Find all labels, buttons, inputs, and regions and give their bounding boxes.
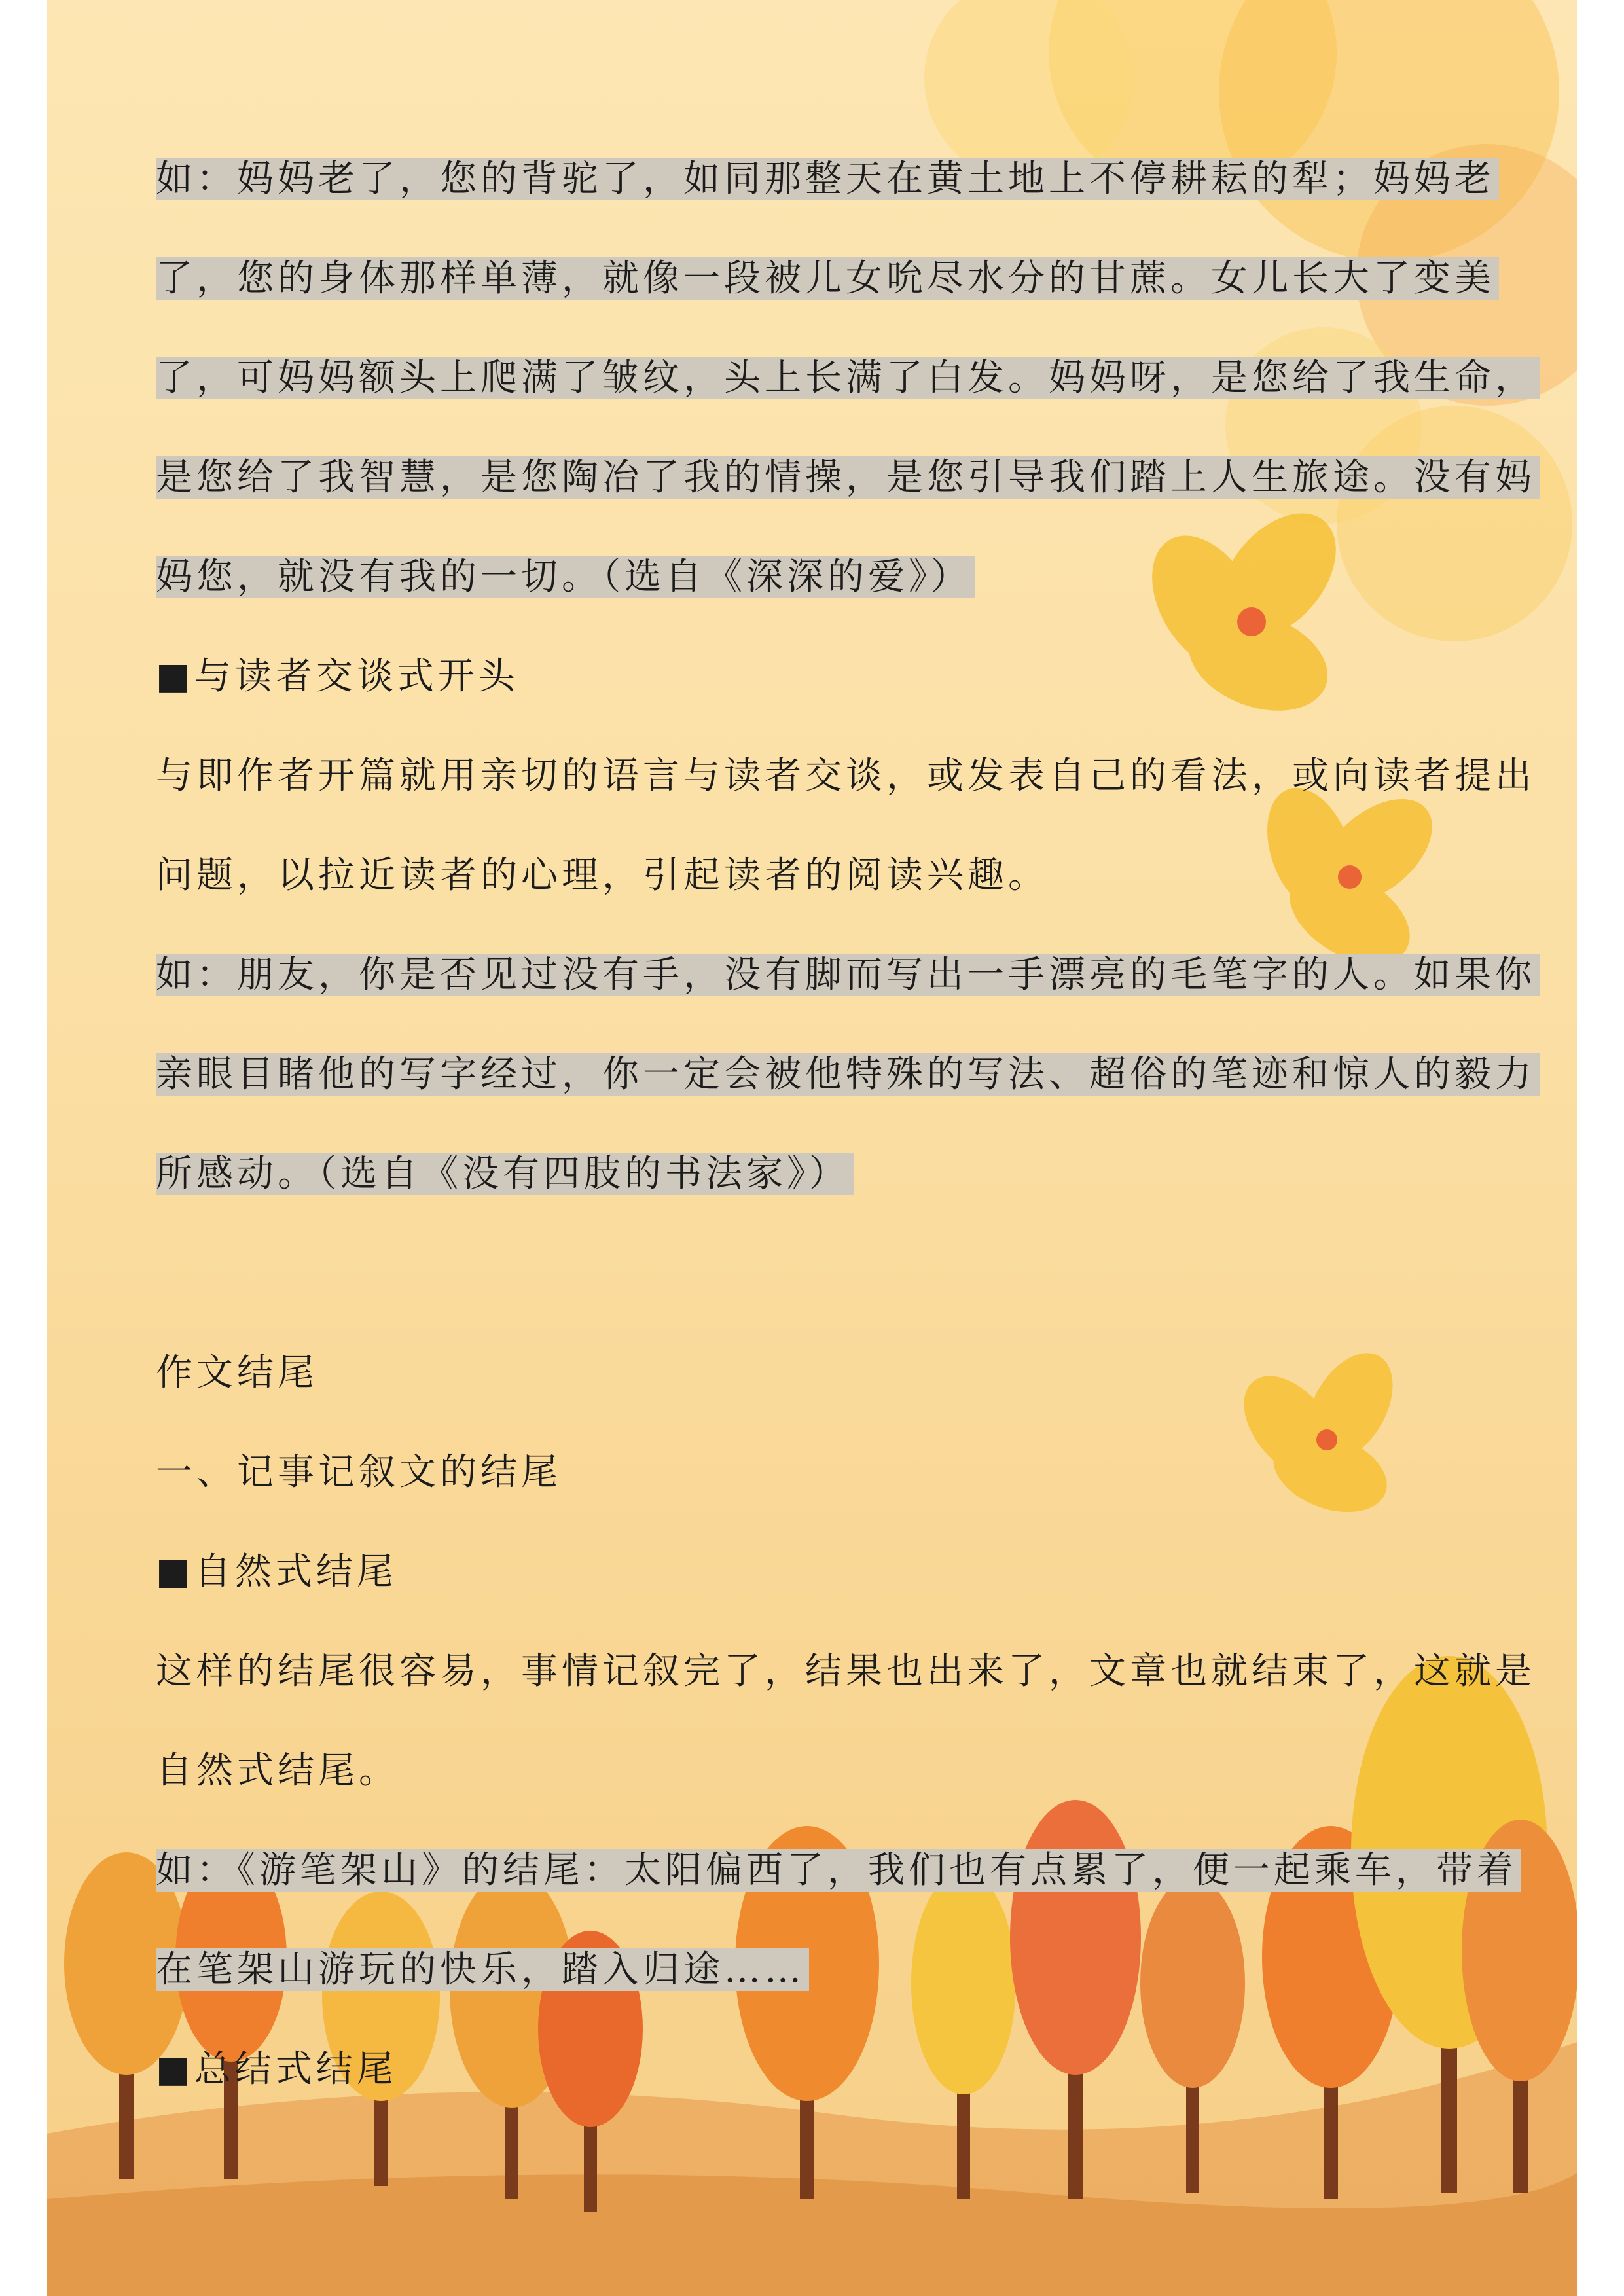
text-line (156, 1939, 809, 2001)
document-page (47, 0, 1577, 2296)
section-title: 作文结尾 (156, 1352, 318, 1394)
highlighted-text: 了，可妈妈额头上爬满了皱纹，头上长满了白发。妈妈呀，是您给了我生命， (156, 357, 1540, 399)
text-line: 问题，以拉近读者的心理，引起读者的阅读兴趣。 (156, 854, 1049, 897)
text-line (156, 446, 1540, 509)
section-heading: ■自然式结尾 (156, 1551, 397, 1593)
text-line: 这样的结尾很容易，事情记叙完了，结果也出来了，文章也就结束了，这就是 (156, 1650, 1536, 1693)
section-heading: ■总结式结尾 (156, 2048, 397, 2090)
highlighted-text: 如：妈妈老了，您的背驼了，如同那整天在黄土地上不停耕耘的犁；妈妈老 (156, 158, 1499, 200)
text-line (156, 247, 1499, 310)
highlighted-text: 所感动。（选自《没有四肢的书法家》） (156, 1153, 854, 1195)
highlighted-text: 了，您的身体那样单薄，就像一段被儿女吮尽水分的甘蔗。女儿长大了变美 (156, 257, 1499, 300)
text-line (156, 944, 1540, 1007)
section-heading: ■与读者交谈式开头 (156, 655, 519, 698)
flower-icon (1130, 492, 1359, 729)
text-line (156, 347, 1540, 410)
highlighted-text: 如：朋友，你是否见过没有手，没有脚而写出一手漂亮的毛笔字的人。如果你 (156, 954, 1540, 996)
text-line (156, 148, 1499, 211)
highlighted-text: 是您给了我智慧，是您陶冶了我的情操，是您引导我们踏上人生旅途。没有妈 (156, 456, 1540, 499)
text-line: 与即作者开篇就用亲切的语言与读者交谈，或发表自己的看法，或向读者提出 (156, 755, 1536, 797)
section-heading: 一、记事记叙文的结尾 (156, 1451, 562, 1494)
highlighted-text: 在笔架山游玩的快乐，踏入归途…… (156, 1948, 809, 1991)
highlighted-text: 如：《游笔架山》的结尾：太阳偏西了，我们也有点累了，便一起乘车，带着 (156, 1849, 1521, 1892)
text-line (156, 1143, 854, 1206)
text-line (156, 1043, 1540, 1106)
highlighted-text: 亲眼目睹他的写字经过，你一定会被他特殊的写法、超俗的笔迹和惊人的毅力 (156, 1053, 1540, 1096)
highlighted-text: 妈您，就没有我的一切。（选自《深深的爱》） (156, 556, 975, 598)
text-line (156, 1839, 1521, 1902)
text-line (156, 546, 975, 609)
flower-icon (1225, 1338, 1411, 1527)
text-line: 自然式结尾。 (156, 1749, 399, 1792)
